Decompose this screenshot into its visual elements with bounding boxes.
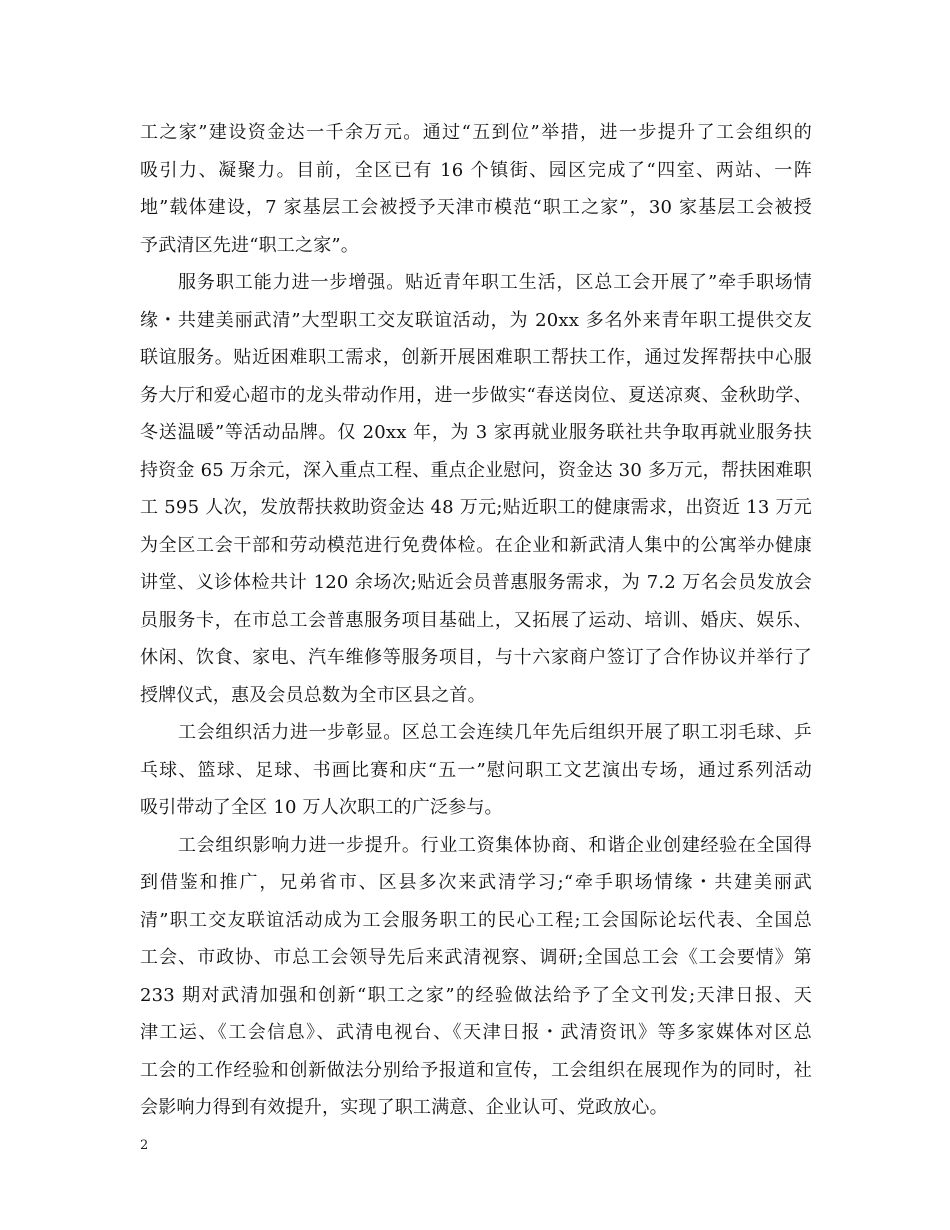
- text-line: 清”职工交友联谊活动成为工会服务职工的民心工程;工会国际论坛代表、全国总: [140, 909, 812, 931]
- paragraph: [140, 114, 812, 264]
- text-line: 乓球、篮球、足球、书画比赛和庆“五一”慰问职工文艺演出专场，通过系列活动: [140, 759, 812, 781]
- text-line: 吸引带动了全区 10 万人次职工的广泛参与。: [140, 797, 503, 818]
- text-line: 员服务卡，在市总工会普惠服务项目基础上，又拓展了运动、培训、婚庆、娱乐、: [140, 609, 812, 631]
- text-line: 工 595 人次，发放帮扶救助资金达 48 万元;贴近职工的健康需求，出资近 13 万元: [140, 497, 812, 518]
- text-line: 讲堂、义诊体检共计 120 余场次;贴近会员普惠服务需求，为 7.2 万名会员发放会: [140, 572, 812, 593]
- document-body: [140, 114, 812, 1127]
- text-line: 授牌仪式，惠及会员总数为全市区县之首。: [140, 684, 486, 706]
- text-line: 为全区工会干部和劳动模范进行免费体检。在企业和新武清人集中的公寓举办健康: [140, 534, 812, 556]
- text-line: 工会组织影响力进一步提升。行业工资集体协商、和谐企业创建经验在全国得: [178, 834, 812, 856]
- text-line: 地”载体建设，7 家基层工会被授予天津市模范“职工之家”，30 家基层工会被授: [140, 197, 812, 218]
- paragraph: [140, 714, 812, 827]
- text-line: 工会、市政协、市总工会领导先后来武清视察、调研;全国总工会《工会要情》第: [140, 947, 812, 968]
- text-line: 吸引力、凝聚力。目前，全区已有 16 个镇街、园区完成了“四室、两站、一阵: [140, 159, 812, 181]
- text-line: 233 期对武清加强和创新“职工之家”的经验做法给予了全文刊发;天津日报、天: [140, 984, 812, 1006]
- text-line: 服务职工能力进一步增强。贴近青年职工生活，区总工会开展了”牵手职场情: [178, 272, 812, 293]
- text-line: 缘・共建美丽武清”大型职工交友联谊活动，为 20xx 多名外来青年职工提供交友: [140, 309, 812, 331]
- text-line: 予武清区先进“职工之家”。: [140, 234, 360, 256]
- text-line: 务大厅和爱心超市的龙头带动作用，进一步做实“春送岗位、夏送凉爽、金秋助学、: [140, 384, 812, 406]
- text-line: 冬送温暖”等活动品牌。仅 20xx 年，为 3 家再就业服务联社共争取再就业服务扶: [140, 422, 812, 443]
- text-line: 津工运、《工会信息》、武清电视台、《天津日报・武清资讯》等多家媒体对区总: [140, 1022, 812, 1043]
- text-line: 联谊服务。贴近困难职工需求，创新开展困难职工帮扶工作，通过发挥帮扶中心服: [140, 347, 812, 368]
- text-line: 工会的工作经验和创新做法分别给予报道和宣传，工会组织在展现作为的同时，社: [140, 1059, 812, 1081]
- paragraph: [140, 827, 812, 1127]
- text-line: 持资金 65 万余元，深入重点工程、重点企业慰问，资金达 30 多万元，帮扶困难职: [140, 459, 812, 481]
- text-line: 休闲、饮食、家电、汽车维修等服务项目，与十六家商户签订了合作协议并举行了: [140, 647, 812, 668]
- text-line: 会影响力得到有效提升，实现了职工满意、企业认可、党政放心。: [140, 1097, 668, 1118]
- text-line: 工会组织活力进一步彰显。区总工会连续几年先后组织开展了职工羽毛球、乒: [178, 722, 812, 743]
- text-line: 到借鉴和推广，兄弟省市、区县多次来武清学习;“牵手职场情缘・共建美丽武: [140, 872, 812, 893]
- paragraph: [140, 264, 812, 714]
- text-line: 工之家”建设资金达一千余万元。通过“五到位”举措，进一步提升了工会组织的: [140, 122, 812, 143]
- page-number: 2: [140, 1138, 149, 1153]
